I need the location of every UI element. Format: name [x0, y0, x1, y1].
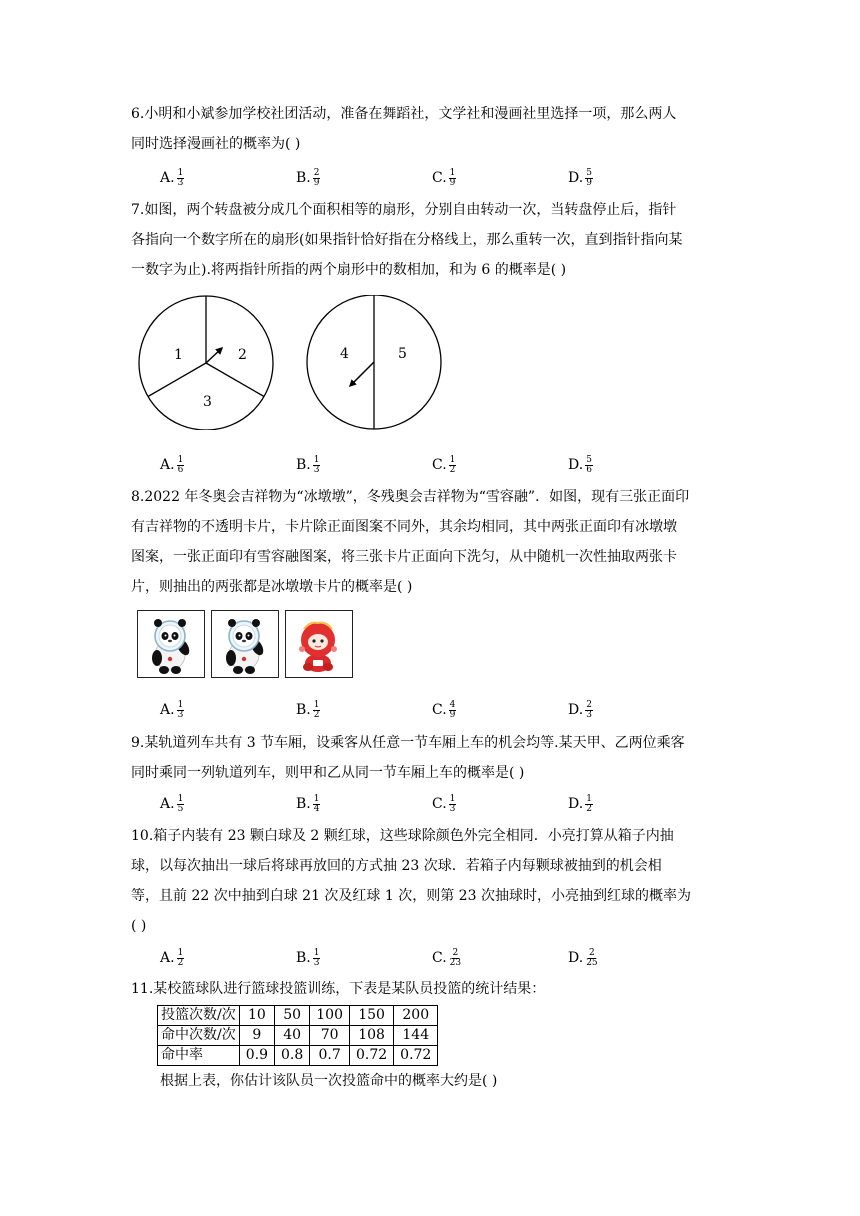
q9-line-1: 9.某轨道列车共有 3 节车厢，设乘客从任意一节车厢上车的机会均等.某天甲、乙两位乘客: [131, 735, 685, 751]
q9-option-a: A. $\frac{1}{5}$: [160, 793, 184, 814]
spinner-one: [139, 296, 273, 430]
q10-line-1: 10.箱子内装有 23 颗白球及 2 颗红球，这些球除颜色外完全相同．小亮打算从箱子内抽: [131, 828, 674, 844]
table-cell: 命中率: [158, 1046, 240, 1066]
table-cell: 50: [274, 1006, 309, 1026]
q8-option-a: A. $\frac{1}{3}$: [160, 699, 184, 720]
spinner-one-label-3: 3: [203, 394, 212, 410]
spinner-two: [307, 295, 441, 429]
q7-line-1: 7.如图，两个转盘被分成几个面积相等的扇形，分别自由转动一次，当转盘停止后，指针: [131, 202, 677, 218]
q6-option-a: A. $\frac{1}{3}$: [160, 167, 184, 188]
q6-option-c: C. $\frac{1}{9}$: [432, 167, 456, 188]
table-cell: 100: [310, 1006, 350, 1026]
table-cell: 0.8: [274, 1046, 309, 1066]
spinners-figure: [130, 295, 450, 430]
q11-line-2: 根据上表，你估计该队员一次投篮命中的概率大约是( ): [160, 1073, 498, 1089]
spinner-one-pointer-icon: [206, 348, 222, 363]
q10-line-3: 等，且前 22 次中抽到白球 21 次及红球 1 次，则第 23 次抽球时，小亮抽到红球的概率为: [131, 888, 691, 904]
table-cell: 0.72: [349, 1046, 393, 1066]
q10-option-d: D. $\frac{2}{25}$: [568, 947, 598, 968]
shooting-stats-table: [157, 1005, 438, 1066]
table-cell: 150: [349, 1006, 393, 1026]
q8-line-3: 图案，一张正面印有雪容融图案，将三张卡片正面向下洗匀，从中随机一次性抽取两张卡: [131, 549, 677, 565]
q8-line-4: 片，则抽出的两张都是冰墩墩卡片的概率是( ): [131, 579, 413, 595]
panda-mascot-icon: [138, 611, 203, 676]
spinner-two-label-4: 4: [340, 346, 349, 362]
table-cell: 0.7: [310, 1046, 350, 1066]
table-cell: 108: [349, 1026, 393, 1046]
q10-option-a: A. $\frac{1}{2}$: [160, 947, 184, 968]
spinner-two-pointer-icon: [350, 362, 374, 386]
q8-option-c: C. $\frac{4}{9}$: [432, 699, 456, 720]
q6-line-2: 同时选择漫画社的概率为( ): [131, 136, 301, 152]
q7-option-c: C. $\frac{1}{2}$: [432, 454, 456, 475]
card-panda-mascot-2: [211, 610, 279, 678]
table-row: [158, 1046, 438, 1066]
table-cell: 命中次数/次: [158, 1026, 240, 1046]
table-cell: 40: [274, 1026, 309, 1046]
table-cell: 70: [310, 1026, 350, 1046]
q10-option-c: C. $\frac{2}{23}$: [432, 947, 462, 968]
q6-option-d: D. $\frac{5}{9}$: [568, 167, 592, 188]
q10-option-b: B. $\frac{1}{3}$: [296, 947, 320, 968]
q8-line-2: 有吉祥物的不透明卡片，卡片除正面图案不同外，其余均相同，其中两张正面印有冰墩墩: [131, 519, 677, 535]
q6-line-1: 6.小明和小斌参加学校社团活动，准备在舞蹈社，文学社和漫画社里选择一项，那么两人: [131, 106, 677, 122]
q10-line-2: 球，以每次抽出一球后将球再放回的方式抽 23 次球．若箱子内每颗球被抽到的机会相: [131, 858, 662, 874]
table-cell: 9: [239, 1026, 274, 1046]
spinner-one-label-2: 2: [238, 347, 247, 363]
q6-option-b: B. $\frac{2}{9}$: [296, 167, 320, 188]
card-panda-mascot-1: [137, 610, 205, 678]
q9-option-b: B. $\frac{1}{4}$: [296, 793, 320, 814]
table-row: [158, 1006, 438, 1026]
table-cell: 投篮次数/次: [158, 1006, 240, 1026]
q9-line-2: 同时乘同一列轨道列车，则甲和乙从同一节车厢上车的概率是( ): [131, 765, 525, 781]
q7-line-3: 一数字为止).将两指针所指的两个扇形中的数相加，和为 6 的概率是( ): [131, 262, 567, 278]
table-cell: 200: [394, 1006, 438, 1026]
table-cell: 0.72: [394, 1046, 438, 1066]
q7-option-d: D. $\frac{5}{6}$: [568, 454, 592, 475]
card-lantern-mascot: [285, 610, 353, 678]
q10-line-4: ( ): [131, 918, 147, 934]
lantern-mascot-icon: [286, 611, 351, 676]
table-cell: 0.9: [239, 1046, 274, 1066]
q8-option-b: B. $\frac{1}{2}$: [296, 699, 320, 720]
q8-option-d: D. $\frac{2}{3}$: [568, 699, 592, 720]
q8-line-1: 8.2022 年冬奥会吉祥物为“冰墩墩”，冬残奥会吉祥物为“雪容融”．如图，现有三张正面印: [131, 489, 690, 505]
q7-line-2: 各指向一个数字所在的扇形(如果指针恰好指在分格线上，那么重转一次，直到指针指向某: [131, 232, 683, 248]
spinner-one-label-1: 1: [174, 347, 183, 363]
q9-option-c: C. $\frac{1}{3}$: [432, 793, 456, 814]
table-row: [158, 1026, 438, 1046]
panda-mascot-icon: [212, 611, 277, 676]
q11-line-1: 11.某校篮球队进行篮球投篮训练，下表是某队员投篮的统计结果：: [131, 981, 546, 997]
q7-option-a: A. $\frac{1}{6}$: [160, 454, 184, 475]
q9-option-d: D. $\frac{1}{2}$: [568, 793, 592, 814]
q7-option-b: B. $\frac{1}{3}$: [296, 454, 320, 475]
spinner-two-label-5: 5: [398, 346, 407, 362]
table-cell: 144: [394, 1026, 438, 1046]
table-cell: 10: [239, 1006, 274, 1026]
